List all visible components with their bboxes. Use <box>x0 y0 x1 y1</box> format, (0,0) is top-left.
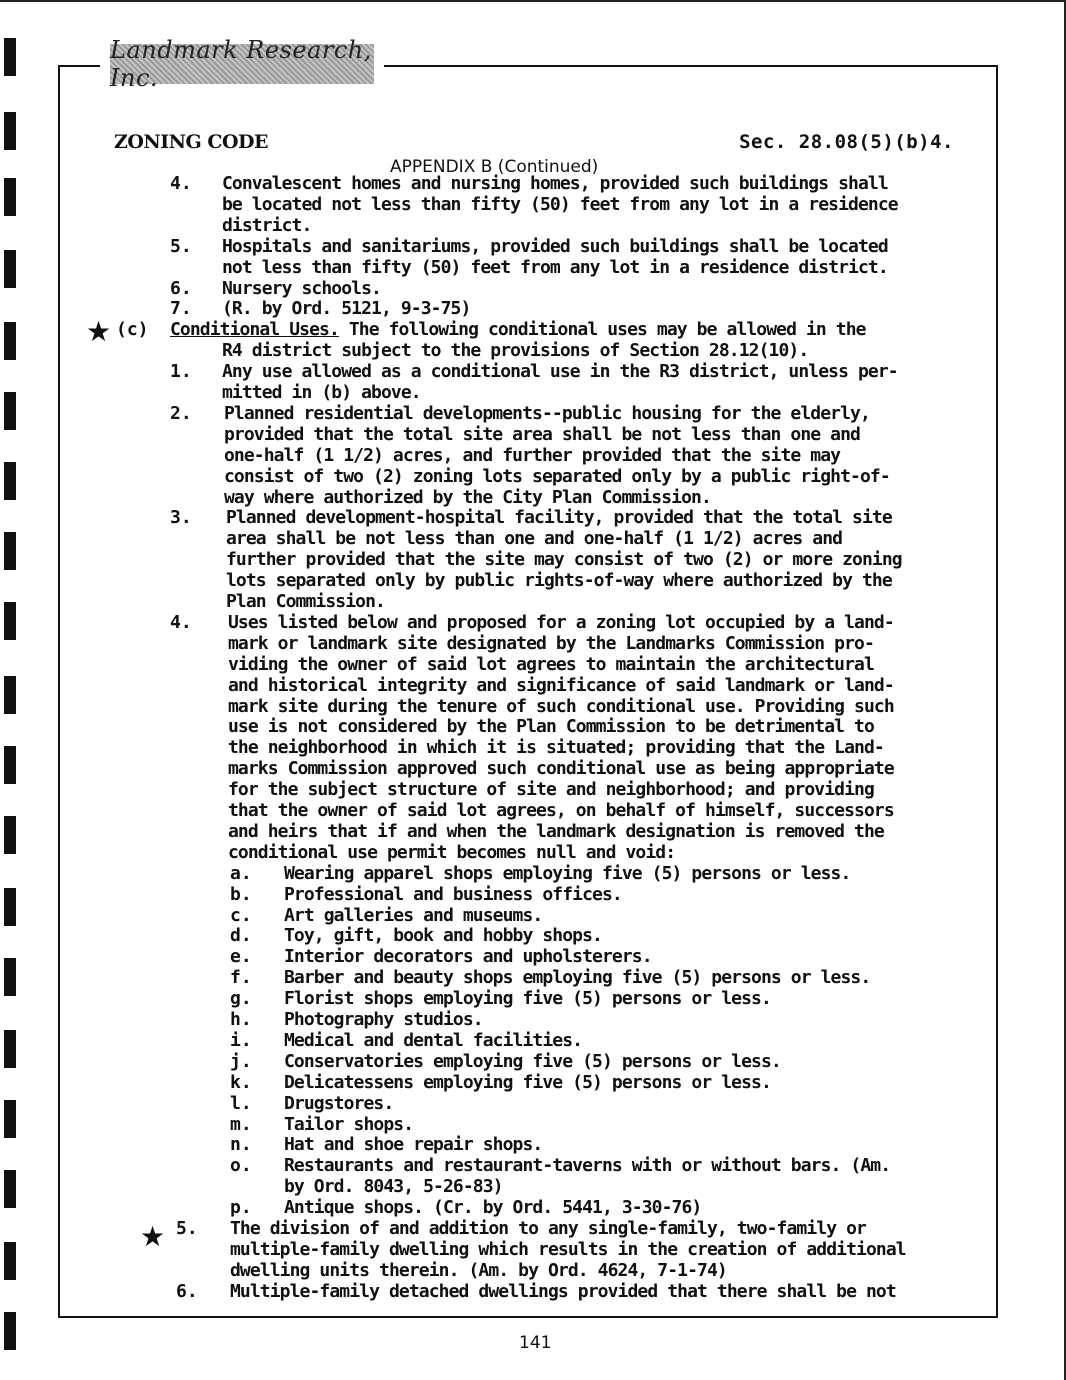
line-text: Planned residential developments--public housing for the elderly, <box>224 403 870 424</box>
item-number: 4. <box>170 612 192 633</box>
line-text: Uses listed below and proposed for a zoning lot occupied by a land- <box>228 612 894 633</box>
binding-marks <box>0 0 20 1380</box>
line-text: Multiple-family detached dwellings provided that there shall be not <box>230 1281 896 1302</box>
line-text: provided that the total site area shall be not less than one and <box>224 424 860 445</box>
line-text: mark site during the tenure of such conditional use. Providing such <box>228 696 894 717</box>
text-line <box>222 382 421 403</box>
text-line <box>224 466 890 487</box>
line-text: mitted in (b) above. <box>222 382 421 403</box>
section-heading: Conditional Uses. <box>170 319 339 340</box>
line-text: conditional use permit becomes null and void: <box>228 842 676 863</box>
line-text: the neighborhood in which it is situated; providing that the Land- <box>228 737 884 758</box>
line-text: Art galleries and museums. <box>284 905 543 926</box>
line-text: that the owner of said lot agrees, on behalf of himself, successors <box>228 800 894 821</box>
text-line <box>226 570 892 591</box>
list-item <box>284 884 622 905</box>
text-line <box>228 612 894 633</box>
landmark-research-logo: Landmark Research, Inc. <box>110 44 374 84</box>
star-icon: ★ <box>86 315 112 348</box>
line-text: Nursery schools. <box>222 278 381 299</box>
binding-mark <box>4 602 16 640</box>
text-line <box>224 445 840 466</box>
text-line <box>222 236 888 257</box>
line-text: The division of and addition to any single-family, two-family or <box>230 1218 866 1239</box>
binding-mark <box>4 532 16 570</box>
subitem-letter: d. <box>230 925 252 946</box>
list-item <box>284 905 542 926</box>
line-text: Conservatories employing five (5) persons or less. <box>284 1051 781 1072</box>
item-number: 6. <box>170 278 192 299</box>
item-number: 4. <box>170 173 192 194</box>
line-text: and heirs that if and when the landmark designation is removed the <box>228 821 884 842</box>
line-text: way where authorized by the City Plan Commission. <box>224 487 711 508</box>
subitem-letter: f. <box>230 967 252 988</box>
text-line <box>222 361 898 382</box>
line-text: The following conditional uses may be allowed in the <box>338 319 866 340</box>
binding-mark <box>4 888 16 926</box>
text-line <box>222 194 898 215</box>
line-text: Medical and dental facilities. <box>284 1030 583 1051</box>
line-text: use is not considered by the Plan Commission to be detrimental to <box>228 716 874 737</box>
text-line <box>224 403 870 424</box>
line-text: dwelling units therein. (Am. by Ord. 4624, 7-1-74) <box>230 1260 727 1281</box>
text-line <box>228 696 894 717</box>
line-text: be located not less than fifty (50) feet from any lot in a residence <box>222 194 898 215</box>
binding-mark <box>4 1312 16 1350</box>
text-line <box>228 758 894 779</box>
item-number: 7. <box>170 298 192 319</box>
line-text: Hospitals and sanitariums, provided such buildings shall be located <box>222 236 888 257</box>
binding-mark <box>4 816 16 854</box>
list-item <box>284 1114 413 1135</box>
line-text: further provided that the site may consist of two (2) or more zoning <box>226 549 902 570</box>
line-text: mark or landmark site designated by the Landmarks Commission pro- <box>228 633 874 654</box>
text-line <box>230 1260 727 1281</box>
text-line <box>230 1281 896 1302</box>
text-line <box>228 675 894 696</box>
line-text: Planned development-hospital facility, provided that the total site <box>226 507 892 528</box>
text-line <box>228 737 884 758</box>
line-text: Restaurants and restaurant-taverns with or without bars. (Am. <box>284 1155 891 1176</box>
subitem-letter: j. <box>230 1051 252 1072</box>
text-line <box>222 215 311 236</box>
line-text: Any use allowed as a conditional use in the R3 district, unless per- <box>222 361 898 382</box>
subitem-letter: n. <box>230 1134 252 1155</box>
binding-mark <box>4 112 16 150</box>
list-item <box>284 1030 582 1051</box>
text-line <box>222 257 888 278</box>
binding-mark <box>4 1030 16 1068</box>
line-text: not less than fifty (50) feet from any lot in a residence district. <box>222 257 888 278</box>
text-line <box>222 340 808 361</box>
text-line <box>228 633 874 654</box>
binding-mark <box>4 1170 16 1208</box>
list-item <box>284 1051 781 1072</box>
binding-mark <box>4 392 16 430</box>
item-number: 6. <box>176 1281 198 1302</box>
subitem-letter: i. <box>230 1030 252 1051</box>
line-text: Wearing apparel shops employing five (5) persons or less. <box>284 863 851 884</box>
page-top-edge <box>0 0 1066 2</box>
line-text: viding the owner of said lot agrees to maintain the architectural <box>228 654 874 675</box>
list-item <box>284 1072 771 1093</box>
line-text: Tailor shops. <box>284 1114 414 1135</box>
line-text: consist of two (2) zoning lots separated only by a public right-of- <box>224 466 890 487</box>
text-line <box>230 1218 866 1239</box>
subitem-letter: l. <box>230 1093 252 1114</box>
page-number: 141 <box>519 1333 552 1353</box>
line-text: Interior decorators and upholsterers. <box>284 946 652 967</box>
line-text: area shall be not less than one and one-half (1 1/2) acres and <box>226 528 843 549</box>
line-text: Professional and business offices. <box>284 884 622 905</box>
text-line <box>228 821 884 842</box>
line-text: Photography studios. <box>284 1009 483 1030</box>
list-item <box>284 925 602 946</box>
subitem-letter: b. <box>230 884 252 905</box>
text-line <box>222 278 381 299</box>
text-line <box>226 507 892 528</box>
line-text: multiple-family dwelling which results in the creation of additional <box>230 1239 906 1260</box>
binding-mark <box>4 462 16 500</box>
line-text: by Ord. 8043, 5-26-83) <box>284 1176 503 1197</box>
line-text: (R. by Ord. 5121, 9-3-75) <box>222 298 471 319</box>
subitem-letter: k. <box>230 1072 252 1093</box>
text-line <box>222 173 888 194</box>
line-text: R4 district subject to the provisions of Section 28.12(10). <box>222 340 809 361</box>
item-number: (c) <box>116 319 149 340</box>
text-line <box>226 591 385 612</box>
line-text: one-half (1 1/2) acres, and further provided that the site may <box>224 445 841 466</box>
line-text: Drugstores. <box>284 1093 394 1114</box>
text-line <box>226 549 902 570</box>
header-title: ZONING CODE <box>114 131 269 153</box>
line-text: Antique shops. (Cr. by Ord. 5441, 3-30-76) <box>284 1197 702 1218</box>
line-text: Convalescent homes and nursing homes, provided such buildings shall <box>222 173 888 194</box>
list-item <box>284 1155 890 1176</box>
line-text: marks Commission approved such conditional use as being appropriate <box>228 758 894 779</box>
text-line <box>226 528 842 549</box>
text-line <box>228 654 874 675</box>
subitem-letter: h. <box>230 1009 252 1030</box>
line-text: district. <box>222 215 312 236</box>
list-item <box>284 946 652 967</box>
line-text: Toy, gift, book and hobby shops. <box>284 925 602 946</box>
subitem-letter: m. <box>230 1114 252 1135</box>
item-number: 5. <box>170 236 192 257</box>
list-item <box>284 967 870 988</box>
text-line <box>228 716 874 737</box>
subitem-letter: g. <box>230 988 252 1009</box>
subitem-letter: c. <box>230 905 252 926</box>
list-item <box>284 1009 483 1030</box>
line-text: Plan Commission. <box>226 591 385 612</box>
text-line <box>222 298 470 319</box>
item-number: 2. <box>170 403 192 424</box>
binding-mark <box>4 676 16 714</box>
header-section-ref: Sec. 28.08(5)(b)4. <box>739 131 954 153</box>
line-text: Florist shops employing five (5) persons or less. <box>284 988 771 1009</box>
line-text: Hat and shoe repair shops. <box>284 1134 543 1155</box>
subitem-letter: e. <box>230 946 252 967</box>
line-text: Barber and beauty shops employing five (5) persons or less. <box>284 967 871 988</box>
text-line <box>228 779 874 800</box>
binding-mark <box>4 178 16 216</box>
binding-mark <box>4 958 16 996</box>
list-item <box>284 863 850 884</box>
binding-mark <box>4 746 16 784</box>
list-item <box>284 1197 701 1218</box>
text-line <box>284 1176 503 1197</box>
item-number: 1. <box>170 361 192 382</box>
binding-mark <box>4 1242 16 1280</box>
binding-mark <box>4 250 16 288</box>
line-text: for the subject structure of site and neighborhood; and providing <box>228 779 874 800</box>
line-text: and historical integrity and significance of said landmark or land- <box>228 675 894 696</box>
subitem-letter: a. <box>230 863 252 884</box>
text-line <box>224 487 711 508</box>
item-number: 3. <box>170 507 192 528</box>
list-item <box>284 1093 393 1114</box>
binding-mark <box>4 38 16 76</box>
binding-mark <box>4 322 16 360</box>
line-text: Delicatessens employing five (5) persons or less. <box>284 1072 771 1093</box>
binding-mark <box>4 1100 16 1138</box>
text-line <box>170 319 866 340</box>
text-line <box>224 424 860 445</box>
subitem-letter: o. <box>230 1155 252 1176</box>
item-number: 5. <box>176 1218 198 1239</box>
list-item <box>284 988 771 1009</box>
line-text: lots separated only by public rights-of-way where authorized by the <box>226 570 892 591</box>
star-icon: ★ <box>140 1220 166 1253</box>
appendix-title: APPENDIX B (Continued) <box>390 157 599 177</box>
text-line <box>228 842 675 863</box>
list-item <box>284 1134 542 1155</box>
text-line <box>228 800 894 821</box>
text-line <box>230 1239 906 1260</box>
subitem-letter: p. <box>230 1197 252 1218</box>
